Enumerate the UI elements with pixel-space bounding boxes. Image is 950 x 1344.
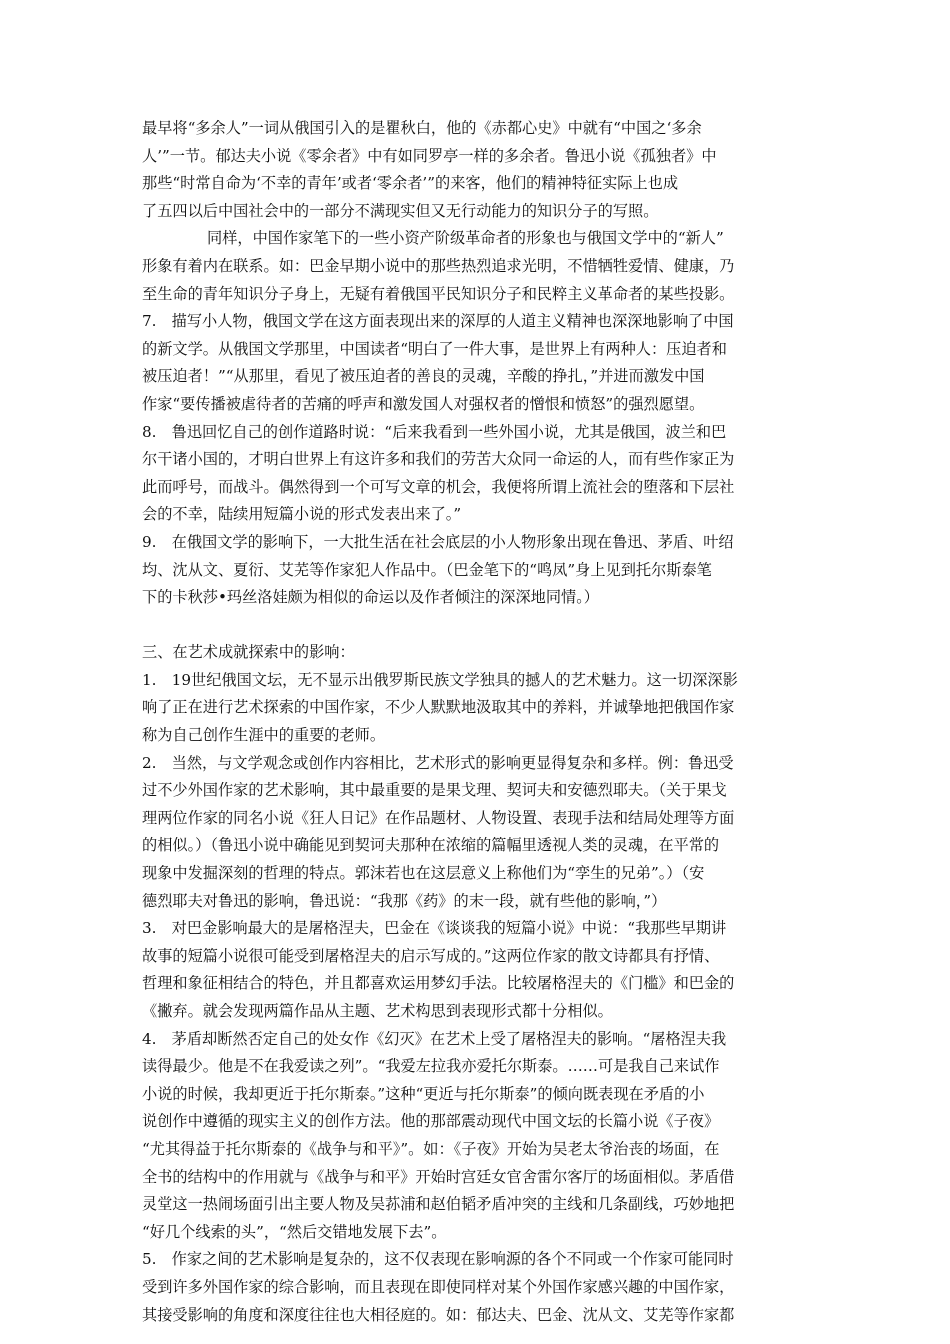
text-line: 全书的结构中的作用就与《战争与和平》开始时宫廷女官舍雷尔客厅的场面相似。茅盾借 (142, 1167, 735, 1186)
text-line: “尤其得益于托尔斯泰的《战争与和平》”。如：《子夜》开始为吴老太爷治丧的场面，在 (142, 1139, 720, 1158)
text-line: “好几个线索的头”，“然后交错地发展下去”。 (142, 1222, 447, 1241)
text-line: 其接受影响的角度和深度往往也大相径庭的。如：郁达夫、巴金、沈从文、艾芜等作家都 (142, 1305, 735, 1324)
numbered-item-3: 3. 对巴金影响最大的是屠格涅夫，巴金在《谈谈我的短篇小说》中说：“我那些早期讲 (142, 919, 727, 938)
blank-line (142, 612, 810, 640)
numbered-item-7: 7. 描写小人物，俄国文学在这方面表现出来的深厚的人道主义精神也深深地影响了中国 (142, 312, 734, 331)
text-line: 德烈耶夫对鲁迅的影响，鲁迅说：“我那《药》的末一段，就有些他的影响，”） (142, 891, 667, 910)
numbered-item-8: 8. 鲁迅回忆自己的创作道路时说：“后来我看到一些外国小说，尤其是俄国，波兰和巴 (142, 422, 727, 441)
text-line: 被压迫者！”“从那里，看见了被压迫者的善良的灵魂，辛酸的挣扎，”并进而激发中国 (142, 367, 705, 386)
text-line: 灵堂这一热闹场面引出主要人物及吴荪浦和赵伯韬矛盾冲突的主线和几条副线，巧妙地把 (142, 1195, 735, 1214)
numbered-item-1: 1. 19世纪俄国文坛，无不显示出俄罗斯民族文学独具的撼人的艺术魅力。这一切深深影 (142, 670, 738, 689)
text-line: 那些“时常自命为‘不幸的青年’或者‘零余者’”的来客，他们的精神特征实际上也成 (142, 174, 679, 193)
paragraph-first-line: 同样，中国作家笔下的一些小资产阶级革命者的形象也与俄国文学中的“新人” (207, 229, 724, 248)
text-line: 均、沈从文、夏衍、艾芜等作家犯人作品中。（巴金笔下的“鸣凤”身上见到托尔斯泰笔 (142, 560, 712, 579)
text-line: 《撇弃。就会发现两篇作品从主题、艺术构思到表现形式都十分相似。 (142, 1002, 613, 1020)
text-line: 尔干诸小国的，才明白世界上有这许多和我们的劳苦大众同一命运的人，而有些作家正为 (142, 450, 735, 469)
text-line: 形象有着内在联系。如：巴金早期小说中的那些热烈追求光明，不惜牺牲爱情、健康，乃 (142, 256, 735, 275)
text-line: 哲理和象征相结合的特色，并且都喜欢运用梦幻手法。比较屠格涅夫的《门槛》和巴金的 (142, 974, 735, 993)
text-line: 最早将“多余人”一词从俄国引入的是瞿秋白，他的《赤都心史》中就有“中国之‘多余 (142, 119, 702, 137)
text-line: 受到许多外国作家的综合影响，而且表现在即使同样对某个外国作家感兴趣的中国作家， (142, 1277, 735, 1296)
text-line: 的相似。）（鲁迅小说中确能见到契诃夫那种在浓缩的篇幅里透视人类的灵魂，在平常的 (142, 836, 720, 855)
section-heading: 三、在艺术成就探索中的影响： (142, 643, 355, 662)
text-line: 了五四以后中国社会中的一部分不满现实但又无行动能力的知识分子的写照。 (142, 201, 659, 220)
text-line: 过不少外国作家的艺术影响，其中最重要的是果戈理、契诃夫和安德烈耶夫。（关于果戈 (142, 781, 727, 800)
numbered-item-2: 2. 当然，与文学观念或创作内容相比，艺术形式的影响更显得复杂和多样。例：鲁迅受 (142, 753, 734, 772)
text-line: 小说的时候，我却更近于托尔斯泰。”这种“更近与托尔斯泰”的倾向既表现在矛盾的小 (142, 1084, 705, 1103)
text-line: 作家“要传播被虐待者的苦痛的呼声和激发国人对强权者的憎恨和愤怒”的强烈愿望。 (142, 394, 705, 413)
text-line: 人’”一节。郁达夫小说《零余者》中有如同罗亭一样的多余者。鲁迅小说《孤独者》中 (142, 146, 717, 165)
numbered-item-4: 4. 茅盾却断然否定自己的处女作《幻灭》在艺术上受了屠格涅夫的影响。“屠格涅夫我 (142, 1029, 727, 1048)
text-line: 故事的短篇小说很可能受到屠格涅夫的启示写成的。”这两位作家的散文诗都具有抒情、 (142, 946, 720, 965)
text-line: 称为自己创作生涯中的重要的老师。 (142, 726, 385, 745)
text-line: 读得最少。他是不在我爱读之列”。“我爱左拉我亦爱托尔斯泰。……可是我自己来试作 (142, 1057, 720, 1076)
document-body (142, 115, 810, 1329)
text-line: 理两位作家的同名小说《狂人日记》在作品题材、人物设置、表现手法和结局处理等方面 (142, 808, 735, 827)
text-line: 说创作中遵循的现实主义的创作方法。他的那部震动现代中国文坛的长篇小说《子夜》 (142, 1112, 720, 1131)
text-line: 现象中发掘深刻的哲理的特点。郭沫若也在这层意义上称他们为“孪生的兄弟”。）（安 (142, 864, 705, 883)
text-line: 此而呼号，而战斗。偶然得到一个可写文章的机会，我便将所谓上流社会的堕落和下层社 (142, 477, 735, 496)
text-line: 响了正在进行艺术探索的中国作家，不少人默默地汲取其中的养料，并诚挚地把俄国作家 (142, 698, 735, 717)
text-line: 至生命的青年知识分子身上，无疑有着俄国平民知识分子和民粹主义革命者的某些投影。 (142, 284, 735, 303)
text-line: 会的不幸，陆续用短篇小说的形式发表出来了。” (142, 505, 462, 524)
numbered-item-5: 5. 作家之间的艺术影响是复杂的，这不仅表现在影响源的各个不同或一个作家可能同时 (142, 1250, 734, 1269)
numbered-item-9: 9. 在俄国文学的影响下，一大批生活在社会底层的小人物形象出现在鲁迅、茅盾、叶绍 (142, 532, 734, 551)
text-line: 的新文学。从俄国文学那里，中国读者“明白了一件大事，是世界上有两种人：压迫者和 (142, 339, 727, 358)
text-line: 下的卡秋莎•玛丝洛娃颇为相似的命运以及作者倾注的深深地同情。） (142, 588, 599, 607)
